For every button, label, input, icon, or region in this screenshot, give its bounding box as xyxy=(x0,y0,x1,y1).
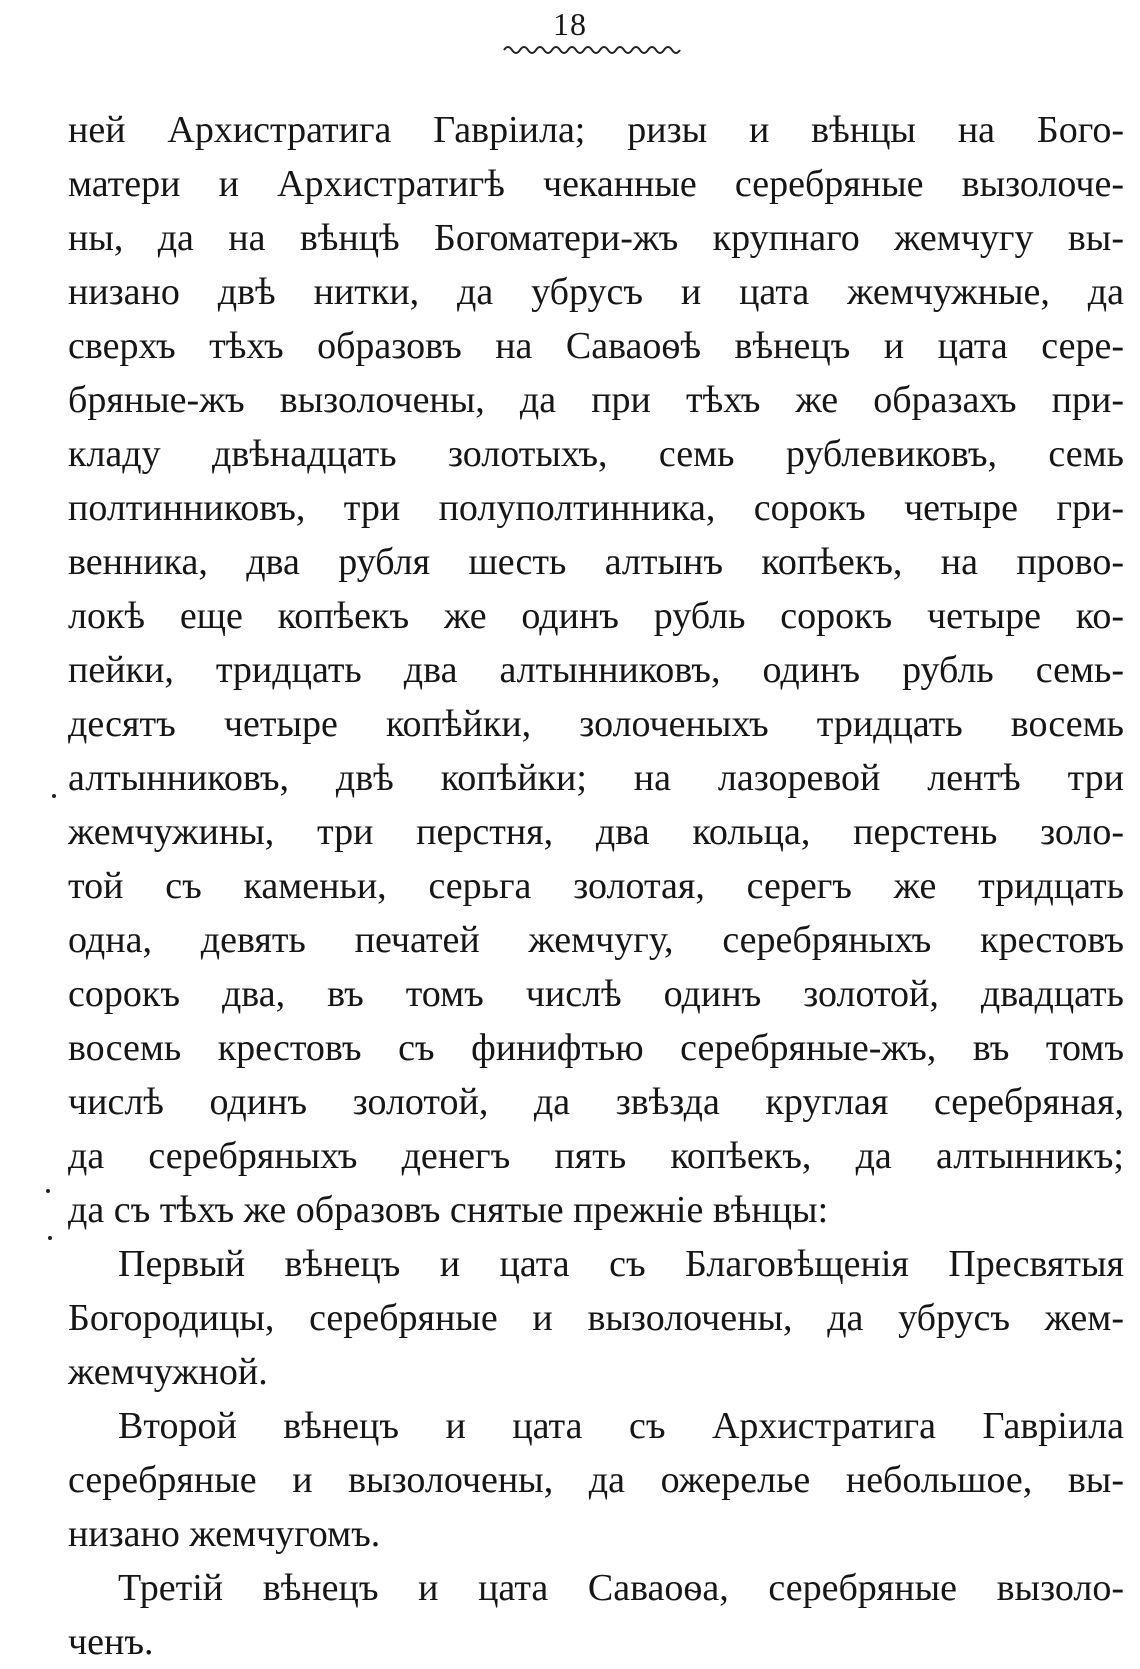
text-line: одна, девять печатей жемчугу, серебряныхъ крестовъ xyxy=(68,919,1124,961)
paragraph xyxy=(68,1399,1124,1561)
text-line: Богородицы, серебряные и вызолочены, да убрусъ жем- xyxy=(68,1297,1124,1339)
text-line: той съ каменьи, серьга золотая, серегъ же тридцать xyxy=(68,865,1124,907)
text-line: сорокъ два, въ томъ числѣ одинъ золотой, двадцать xyxy=(68,973,1124,1015)
text-line: ней Архистратига Гавріила; ризы и вѣнцы на Бого- xyxy=(68,109,1124,151)
text-line: да съ тѣхъ же образовъ снятые прежніе вѣнцы: xyxy=(68,1189,829,1231)
margin-speck xyxy=(46,1189,50,1193)
paragraph xyxy=(68,1561,1124,1669)
text-line: венника, два рубля шесть алтынъ копѣекъ, на прово- xyxy=(68,541,1124,583)
text-line: ны, да на вѣнцѣ Богоматери-жъ крупнаго жемчугу вы- xyxy=(68,217,1124,259)
text-line: алтынниковъ, двѣ копѣйки; на лазоревой лентѣ три xyxy=(68,757,1124,799)
text-line: полтинниковъ, три полуполтинника, сорокъ четыре гри- xyxy=(68,487,1124,529)
margin-speck xyxy=(48,1236,52,1240)
text-line: Второй вѣнецъ и цата съ Архистратига Гавріила xyxy=(118,1405,1124,1447)
paragraph xyxy=(68,1237,1124,1399)
text-line: сверхъ тѣхъ образовъ на Саваоѳѣ вѣнецъ и цата сере- xyxy=(68,325,1124,367)
text-line: десятъ четыре копѣйки, золоченыхъ тридцать восемь xyxy=(68,703,1124,745)
text-line: бряные-жъ вызолочены, да при тѣхъ же образахъ при- xyxy=(68,379,1124,421)
text-line: кладу двѣнадцать золотыхъ, семь рублевиковъ, семь xyxy=(68,433,1124,475)
text-line: низано двѣ нитки, да убрусъ и цата жемчужные, да xyxy=(68,271,1124,313)
text-line: Первый вѣнецъ и цата съ Благовѣщенія Пресвятыя xyxy=(118,1243,1124,1285)
text-line: пейки, тридцать два алтынниковъ, одинъ рубль семь- xyxy=(68,649,1124,691)
text-line: числѣ одинъ золотой, да звѣзда круглая серебряная, xyxy=(68,1081,1124,1123)
page-number: 18 xyxy=(553,6,587,42)
text-line: восемь крестовъ съ финифтью серебряные-жъ, въ томъ xyxy=(68,1027,1124,1069)
text-line: низано жемчугомъ. xyxy=(68,1513,381,1555)
text-line: жемчужной. xyxy=(68,1351,268,1393)
text-line: серебряные и вызолочены, да ожерелье небольшое, вы- xyxy=(68,1459,1124,1501)
margin-speck xyxy=(52,794,56,798)
text-line: Третій вѣнецъ и цата Саваоѳа, серебряные вызоло- xyxy=(118,1567,1124,1609)
text-line: ченъ. xyxy=(68,1621,154,1663)
text-line: локѣ еще копѣекъ же одинъ рубль сорокъ четыре ко- xyxy=(68,595,1124,637)
body-text xyxy=(68,103,1124,1669)
wavy-rule-ornament xyxy=(502,42,688,56)
text-line: матери и Архистратигѣ чеканные серебряные вызолоче- xyxy=(68,163,1124,205)
text-line: жемчужины, три перстня, два кольца, перстень золо- xyxy=(68,811,1124,853)
text-line: да серебряныхъ денегъ пять копѣекъ, да алтынникъ; xyxy=(68,1135,1124,1177)
paragraph xyxy=(68,103,1124,1237)
